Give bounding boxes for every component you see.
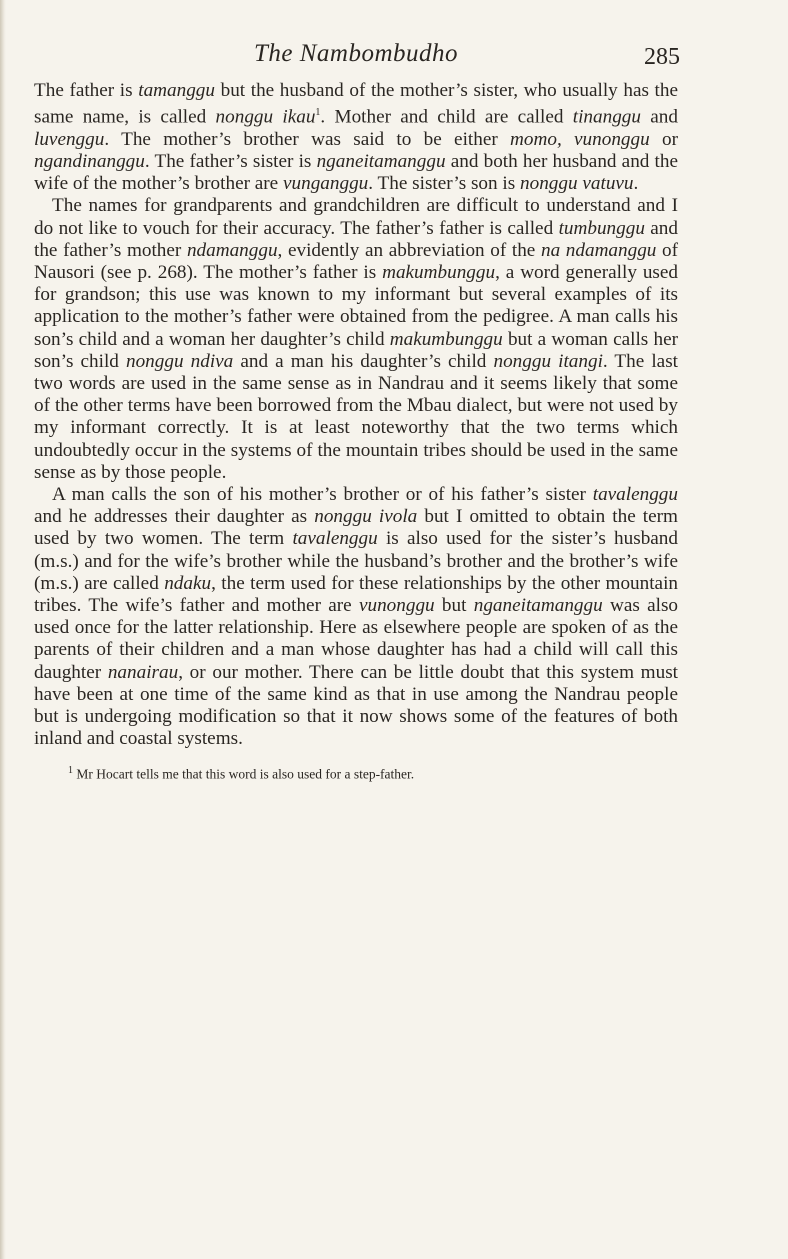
fijian-term: nonggu ikau — [215, 106, 316, 128]
text-run: and both her husband and the wife of the mother’s brother are — [34, 151, 678, 195]
fijian-term: nonggu ivola — [314, 506, 418, 528]
fijian-term: ndamanggu — [186, 239, 278, 261]
fijian-term: momo, vunonggu — [510, 128, 650, 150]
text-run: and he addresses their daughter as — [34, 506, 315, 528]
paragraph — [34, 195, 678, 484]
text-run: or — [649, 128, 679, 150]
text-run: . Mother and child are called — [320, 106, 573, 128]
text-run: was also used once for the latter relationship. Here as elsewhere people are spoken of as the parents of their children and a man whose daughter has had a child will call this daughter — [34, 595, 679, 683]
running-title: The Nambombudho — [253, 40, 459, 67]
text-run: and the father’s mother — [34, 217, 678, 261]
page-number: 285 — [644, 44, 680, 70]
text-run: , evidently an abbreviation of the — [277, 239, 541, 261]
fijian-term: nonggu vatuvu — [520, 173, 634, 195]
fijian-term: ndaku — [164, 572, 212, 594]
text-run: , a word generally used for grandson; this use was known to my informant but several examples of its application to the mother’s father were obtained from the pedigree. A man calls his son’s child and a woman her daughter’s child — [34, 262, 678, 350]
fijian-term: tavalenggu — [592, 484, 678, 506]
text-run: The father is — [34, 80, 139, 101]
text-run: of Nausori (see p. 268). The mother’s father is — [34, 239, 679, 284]
fijian-term: nonggu ndiva — [125, 350, 234, 372]
text-run: . — [633, 173, 639, 195]
text-run: but — [434, 595, 474, 617]
text-run: but the husband of the mother’s sister, who usually has the same name, is called — [34, 80, 678, 128]
paragraph — [34, 484, 678, 750]
fijian-term: tavalenggu — [292, 528, 378, 550]
fijian-term: nanairau — [107, 661, 179, 683]
fijian-term: nonggu itangi — [493, 350, 603, 372]
fijian-term: vunganggu — [283, 173, 369, 195]
fijian-term: luvenggu — [34, 128, 105, 150]
text-run: A man calls the son of his mother’s brother or of his father’s sister — [52, 484, 593, 506]
fijian-term: makumbunggu — [389, 328, 503, 350]
fijian-term: tamanggu — [138, 80, 215, 101]
footnote-ref: 1 — [315, 107, 321, 119]
text-run: . The father’s sister is — [144, 151, 317, 172]
text-run: . The mother’s brother was said to be either — [104, 128, 511, 150]
text-run: is also used for the sister’s husband (m.s.) and for the wife’s brother while the husband’s brother and the brother’s wife (m.s.) are called — [34, 528, 678, 594]
body-text — [34, 80, 678, 750]
fijian-term: nganeitamanggu — [473, 595, 603, 617]
footnote — [34, 762, 678, 783]
text-run: , or our mother. There can be little doubt that this system must have been at one time of the same kind as that in use among the Nandrau people but is undergoing modification so that it now shows some of the features of both inland and coastal systems. — [34, 661, 678, 750]
text-run: but a woman calls her son’s child — [34, 328, 678, 372]
fijian-term: tinanggu — [572, 106, 641, 128]
paragraph — [34, 80, 678, 195]
text-run: The names for grandparents and grandchildren are difficult to understand and I do not like to vouch for their accuracy. The father’s father is called — [34, 195, 678, 239]
fijian-term: tumbunggu — [558, 217, 645, 239]
fijian-term: makumbunggu — [382, 262, 496, 284]
text-run: and — [640, 106, 678, 128]
text-run: but I omitted to obtain the term used by two women. The term — [34, 506, 678, 550]
fijian-term: na ndamanggu — [540, 239, 657, 261]
footnote-marker: 1 — [68, 765, 73, 777]
footnote-text: Mr Hocart tells me that this word is also used for a step-father. — [76, 766, 415, 782]
page-binding-edge — [0, 0, 6, 1259]
page-header — [34, 40, 678, 80]
text-run: and a man his daughter’s child — [233, 350, 494, 372]
fijian-term: nganeitamanggu — [316, 151, 446, 172]
text-run: . The last two words are used in the same sense as in Nandrau and it seems likely that some of the other terms have been borrowed from the Mbau dialect, but were not used by my informant correctly. It is at least noteworthy that the two terms which undoubtedly occur in the systems of the mountain tribes should be used in the same sense as by those people. — [34, 350, 678, 483]
text-run: , the term used for these relationships by the other mountain tribes. The wife’s father and mother are — [34, 572, 679, 617]
text-run: . The sister’s son is — [368, 173, 521, 195]
book-page — [34, 40, 678, 783]
fijian-term: vunonggu — [358, 595, 435, 617]
fijian-term: ngandinanggu — [34, 151, 145, 172]
